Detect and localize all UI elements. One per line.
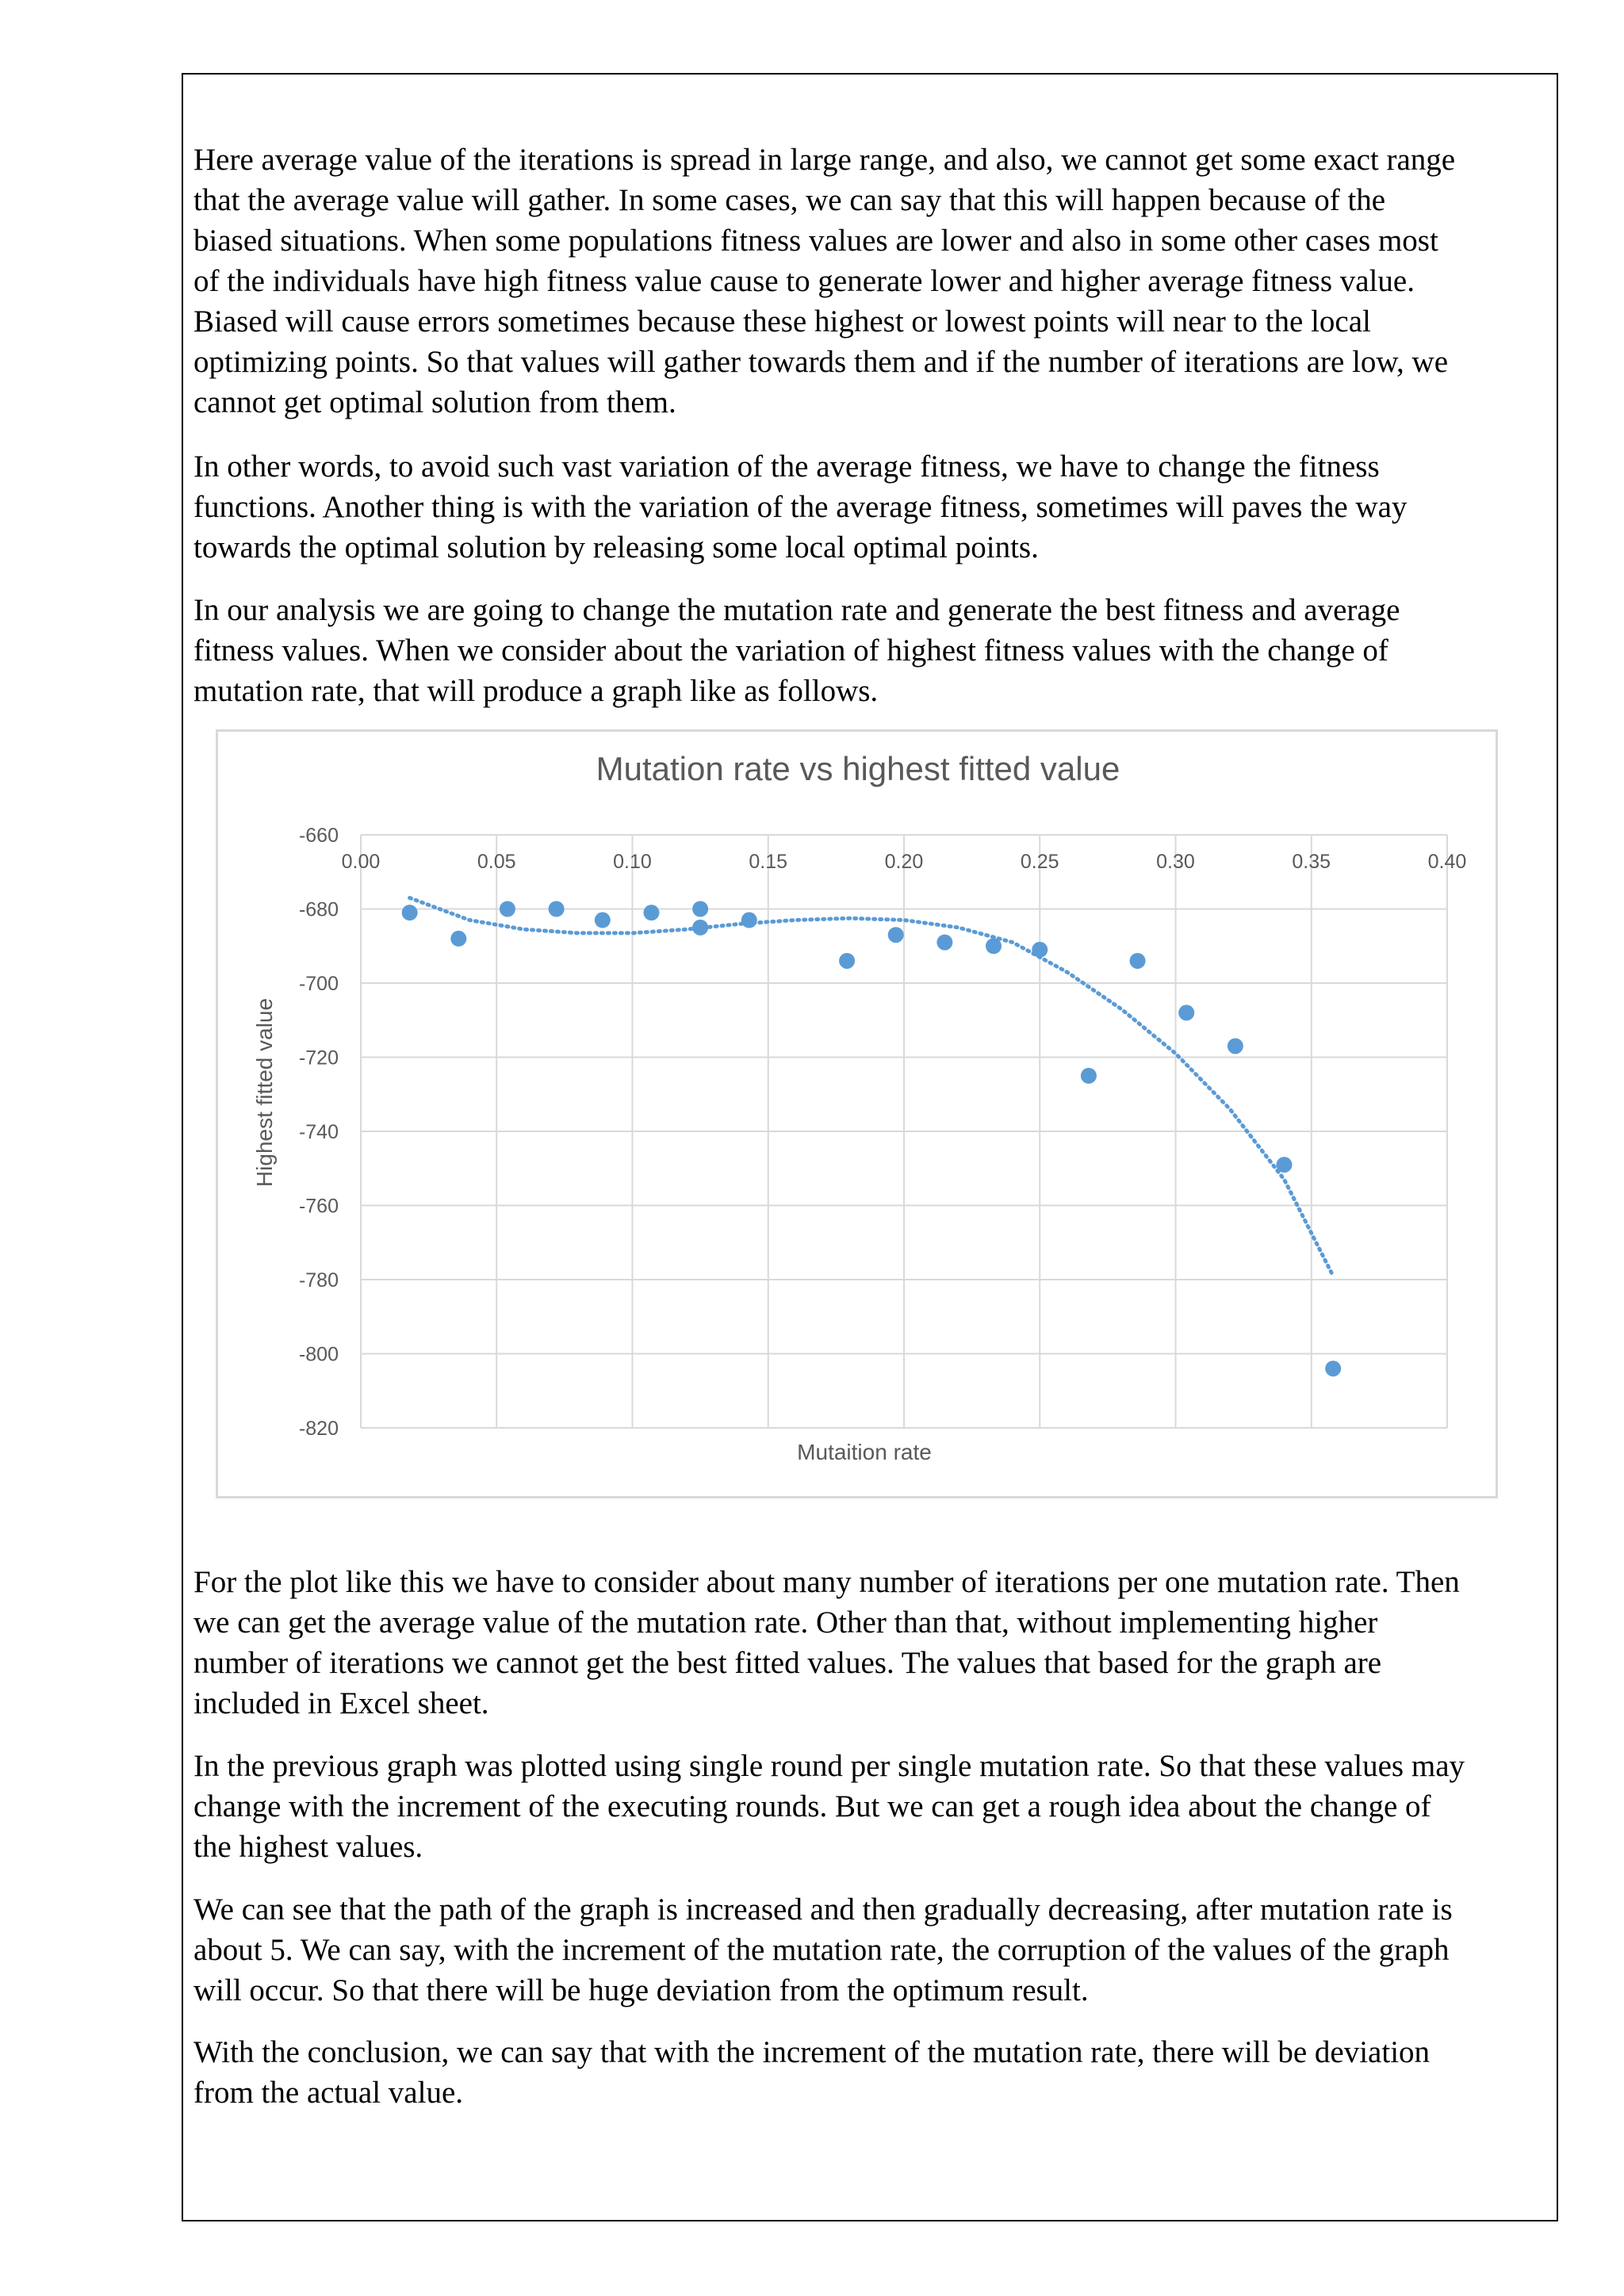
data-point xyxy=(1081,1068,1097,1084)
data-point xyxy=(549,901,565,917)
data-point xyxy=(450,931,466,947)
paragraph-4: For the plot like this we have to consider about many number of iterations per one mutation rate. Then we can get the average value of the mutation rate. Other than that, without implementing higher number of iterations we cannot get the best fitted values. The values that based for the graph are included in Excel sheet. xyxy=(193,1565,1460,1720)
chart-trendline xyxy=(410,898,1334,1276)
data-point xyxy=(595,913,611,928)
paragraph-7: With the conclusion, we can say that with the increment of the mutation rate, there will be deviation from the actual value. xyxy=(193,2035,1431,2110)
data-point xyxy=(1325,1360,1341,1376)
paragraph-3: In our analysis we are going to change the mutation rate and generate the best fitness and average fitness values. When we consider about the variation of highest fitness values with the change of mutation rate, that will produce a graph like as follows. xyxy=(193,593,1400,708)
paragraph-5: In the previous graph was plotted using single round per single mutation rate. So that these values may change with the increment of the executing rounds. But we can get a rough idea about the change of the highest values. xyxy=(193,1749,1465,1864)
data-point xyxy=(741,913,757,928)
y-tick-label: -820 xyxy=(298,1418,339,1440)
y-tick-label: -760 xyxy=(298,1195,339,1218)
y-tick-label: -780 xyxy=(298,1269,339,1292)
x-tick-label: 0.05 xyxy=(477,851,516,873)
x-tick-label: 0.00 xyxy=(341,851,381,873)
chart-gridlines xyxy=(361,835,1447,1428)
y-axis-label: Highest fitted value xyxy=(252,997,277,1188)
x-tick-label: 0.15 xyxy=(749,851,788,873)
data-point xyxy=(643,905,659,920)
data-point xyxy=(692,901,708,917)
trendline-polynomial xyxy=(410,898,1334,1276)
chart-x-ticks xyxy=(342,851,1467,873)
y-tick-label: -700 xyxy=(298,973,339,995)
data-point xyxy=(1130,953,1146,969)
scatter-chart xyxy=(218,732,1496,1496)
data-point xyxy=(692,920,708,936)
data-point xyxy=(1032,942,1048,958)
data-point xyxy=(888,927,904,943)
y-tick-label: -680 xyxy=(298,898,339,921)
paragraph-2: In other words, to avoid such vast variation of the average fitness, we have to change the fitness functions. Another thing is with the variation of the average fitness, sometimes will paves the way towards the optimal solution by releasing some local optimal points. xyxy=(193,450,1408,564)
paragraph-6: We can see that the path of the graph is increased and then gradually decreasing, after mutation rate is about 5. We can say, with the increment of the mutation rate, the corruption of the values of the graph will occur. So that there will be huge deviation from the optimum result. xyxy=(193,1892,1453,2007)
data-point xyxy=(1178,1004,1194,1020)
paragraph-1: Here average value of the iterations is spread in large range, and also, we cannot get some exact range that the average value will gather. In some cases, we can say that this will happen because of the biased situations. When some populations fitness values are lower and also in some other cases most of the individuals have high fitness value cause to generate lower and higher average fitness value. Biased will cause errors sometimes because these highest or lowest points will near to the local optimizing points. So that values will gather towards them and if the number of iterations are low, we cannot get optimal solution from them. xyxy=(193,143,1456,419)
data-point xyxy=(1277,1157,1293,1173)
x-tick-label: 0.10 xyxy=(613,851,652,873)
x-tick-label: 0.35 xyxy=(1292,851,1331,873)
data-point xyxy=(986,938,1002,954)
y-tick-label: -660 xyxy=(298,825,339,847)
chart-points xyxy=(402,901,1342,1377)
data-point xyxy=(936,935,952,951)
data-point xyxy=(402,905,418,920)
x-tick-label: 0.25 xyxy=(1020,851,1059,873)
data-point xyxy=(1228,1038,1243,1054)
y-tick-label: -800 xyxy=(298,1343,339,1366)
x-tick-label: 0.30 xyxy=(1156,851,1195,873)
x-tick-label: 0.20 xyxy=(884,851,924,873)
x-axis-label: Mutaition rate xyxy=(797,1440,932,1464)
y-tick-label: -720 xyxy=(298,1047,339,1070)
chart-y-ticks xyxy=(299,825,339,1440)
y-tick-label: -740 xyxy=(298,1121,339,1143)
chart-title: Mutation rate vs highest fitted value xyxy=(596,750,1120,787)
data-point xyxy=(500,901,515,917)
data-point xyxy=(839,953,855,969)
x-tick-label: 0.40 xyxy=(1427,851,1467,873)
chart-container xyxy=(216,729,1498,1498)
